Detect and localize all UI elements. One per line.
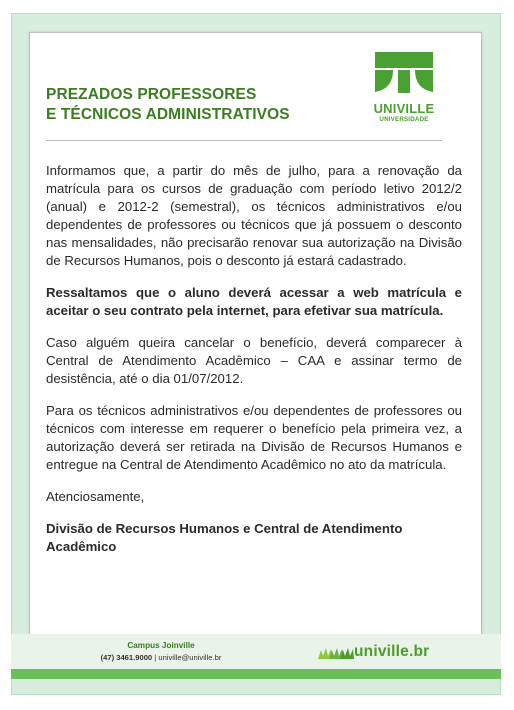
www-grass-icon <box>317 646 355 660</box>
title-line-2: E TÉCNICOS ADMINISTRATIVOS <box>46 106 290 123</box>
paragraph-first-time: Para os técnicos administrativos e/ou dependentes de professores ou técnicos com interesse em requerer o benefício pela primeira vez, a autorização deverá ser retirada na Divisão de Recursos Humanos e entregue na Central de Atendimento Acadêmico no ato da matrícula. <box>46 403 462 472</box>
letter-body <box>46 162 462 570</box>
page-title <box>46 85 376 125</box>
footer-separator: | <box>152 653 159 662</box>
signature: Divisão de Recursos Humanos e Central de Atendimento Acadêmico <box>46 521 403 554</box>
closing-salutation: Atenciosamente, <box>46 489 145 504</box>
title-line-1: PREZADOS PROFESSORES <box>46 86 257 103</box>
footer-website[interactable] <box>317 640 487 664</box>
paragraph-highlight: Ressaltamos que o aluno deverá acessar a web matrícula e aceitar o seu contrato pela internet, para efetivar sua matrícula. <box>46 285 462 318</box>
paragraph-cancel: Caso alguém queira cancelar o benefício, deverá comparecer à Central de Atendimento Acadêmico – CAA e assinar termo de desistência, até o dia 01/07/2012. <box>46 335 462 386</box>
logo-wordmark: UNIVILLE <box>373 101 435 116</box>
footer-email[interactable]: univille@univille.br <box>158 653 222 662</box>
website-label[interactable]: univille.br <box>354 643 430 660</box>
header-divider <box>46 140 442 141</box>
footer-contact <box>72 652 250 663</box>
footer-green-bar <box>11 669 501 679</box>
paragraph-renewal: Informamos que, a partir do mês de julho, para a renovação da matrícula para os cursos de graduação com período letivo 2012/2 (anual) e 2012-2 (semestral), os técnicos administrativos e/ou dependentes de professores ou técnicos que já possuem o desconto nas mensalidades, não precisarão renovar sua autorização na Divisão de Recursos Humanos, pois o desconto já estará cadastrado. <box>46 163 462 268</box>
footer-phone: (47) 3461.9000 <box>100 653 153 662</box>
logo-subtitle: UNIVERSIDADE <box>379 116 429 123</box>
footer-campus: Campus Joinville <box>127 641 195 650</box>
